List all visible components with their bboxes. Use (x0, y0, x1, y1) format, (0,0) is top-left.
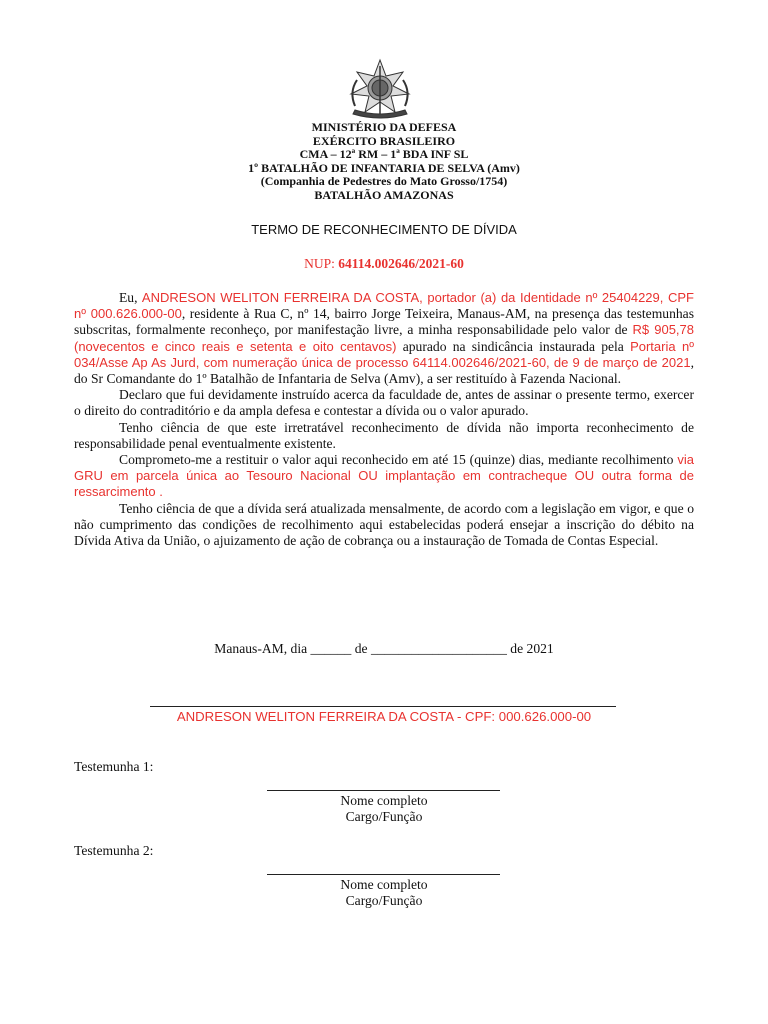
document-title: TERMO DE RECONHECIMENTO DE DÍVIDA (251, 222, 517, 237)
signature-line (150, 706, 616, 707)
witness-2-label: Testemunha 2: (74, 843, 154, 858)
paragraph-commitment (74, 452, 694, 501)
payment-method: via GRU em parcela única ao Tesouro Nacional OU implantação em contracheque OU outra forma de ressarcimento . (74, 452, 694, 500)
witness-1-label: Testemunha 1: (74, 759, 154, 774)
nup-value: 64114.002646/2021-60 (338, 256, 464, 271)
nup-label: NUP: (304, 256, 339, 271)
text-segment: , residente à Rua C, nº 14, bairro Jorge Teixeira, Manaus-AM, na presença das testemunhas subscritas, formalmente reconheço, por manifestação livre, a minha responsabilidade pelo valor de (74, 306, 694, 338)
paragraph-declaration (74, 290, 694, 387)
witness-2-signature-line (267, 874, 500, 875)
header-command: CMA – 12ª RM – 1ª BDA INF SL (299, 147, 469, 162)
witness-1-block (0, 793, 768, 825)
document-header (0, 121, 768, 203)
header-company: (Companhia de Pedestres do Mato Grosso/1754) (260, 174, 508, 189)
text-segment: Eu, (119, 290, 142, 305)
debtor-identification: ANDRESON WELITON FERREIRA DA COSTA, portador (a) da Identidade nº 25404229, CPF nº 000.626.000-00 (74, 290, 694, 322)
witness-1-name: Nome completo (340, 793, 428, 808)
nup-line (0, 256, 768, 272)
header-army: EXÉRCITO BRASILEIRO (312, 133, 456, 148)
witness-2-block (0, 877, 768, 909)
signatory-name: ANDRESON WELITON FERREIRA DA COSTA - CPF: 000.626.000-00 (176, 709, 592, 724)
ordinance-reference: Portaria nº 034/Asse Ap As Jurd, com numeração única de processo 64114.002646/2021-60, de 9 de março de 2021 (74, 338, 695, 370)
coat-of-arms-icon (343, 58, 417, 122)
text-segment: apurado na sindicância instaurada pela (396, 338, 631, 354)
header-battalion-name: BATALHÃO AMAZONAS (314, 187, 454, 202)
witness-2-role: Cargo/Função (345, 893, 423, 908)
paragraph-instruction: Declaro que fui devidamente instruído acerca da faculdade de, antes de assinar o presente termo, exercer o direito do contraditório e da ampla defesa e contestar a dívida ou o valor apurado. (74, 387, 694, 419)
place-date-line: Manaus-AM, dia ______ de ____________________ de 2021 (214, 641, 554, 656)
witness-2-name: Nome completo (340, 877, 428, 892)
header-battalion: 1º BATALHÃO DE INFANTARIA DE SELVA (Amv) (248, 160, 520, 175)
paragraph-penal: Tenho ciência de que este irretratável reconhecimento de dívida não importa reconhecimento de responsabilidade penal eventualmente existente. (74, 419, 694, 451)
debt-amount: R$ 905,78 (novecentos e cinco reais e setenta e oito centavos) (74, 322, 695, 354)
witness-1-role: Cargo/Função (345, 809, 423, 824)
header-ministry: MINISTÉRIO DA DEFESA (311, 120, 457, 134)
document-body (74, 290, 694, 549)
witness-1-signature-line (267, 790, 500, 791)
text-segment: , do Sr Comandante do 1º Batalhão de Infantaria de Selva (Amv), a ser restituído à Fazenda Nacional. (74, 354, 694, 387)
text-segment: Comprometo-me a restituir o valor aqui reconhecido em até 15 (quinze) dias, mediante recolhimento (119, 452, 678, 468)
paragraph-update: Tenho ciência de que a dívida será atualizada mensalmente, de acordo com a legislação em vigor, e que o não cumprimento das condições de recolhimento aqui estabelecidas poderá ensejar a inscrição do débito na Dívida Ativa da União, o ajuizamento de ação de cobrança ou a instauração de Tomada de Contas Especial. (74, 500, 694, 549)
